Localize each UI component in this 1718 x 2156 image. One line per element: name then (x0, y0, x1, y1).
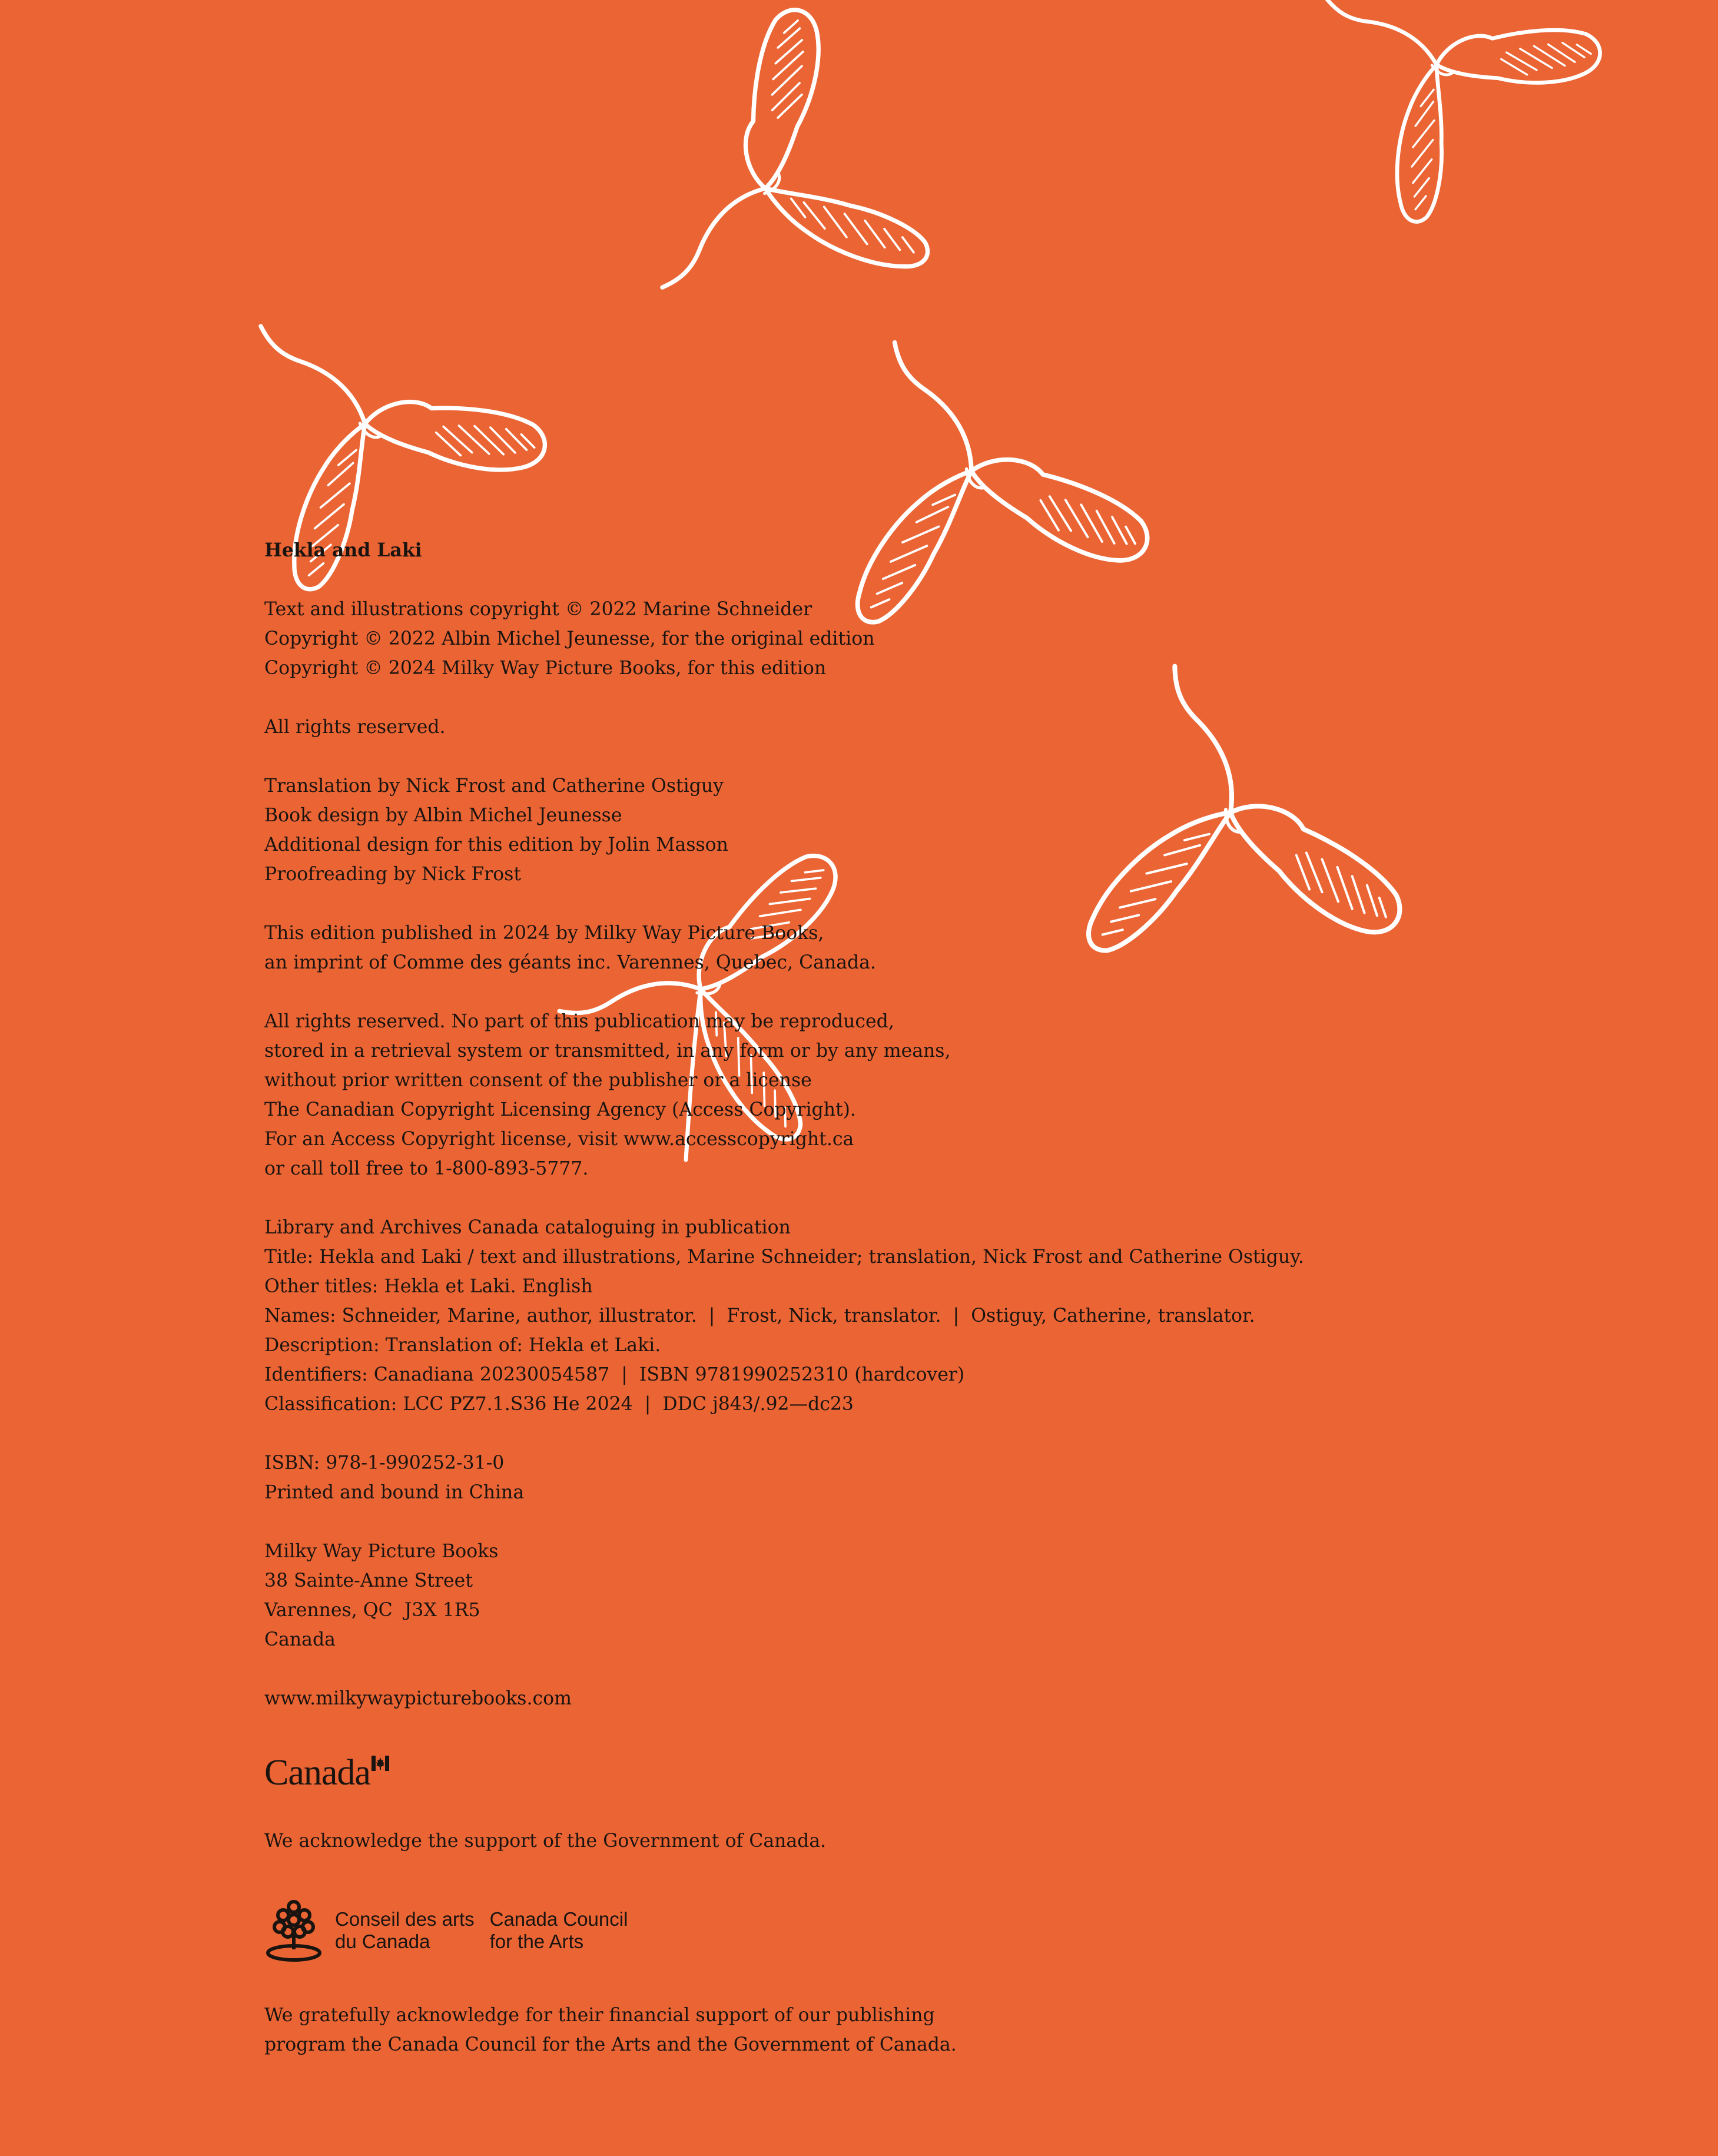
legal-line: For an Access Copyright license, visit www.accesscopyright.ca (264, 1129, 854, 1150)
canada-council-logo (264, 1899, 643, 1962)
copyright-line: Text and illustrations copyright © 2022 Marine Schneider (264, 599, 812, 620)
legal-line: without prior written consent of the publisher or a license (264, 1070, 812, 1091)
cataloguing-line: Description: Translation of: Hekla et Laki. (264, 1335, 661, 1356)
legal-line: stored in a retrieval system or transmitted, in any form or by any means, (264, 1040, 951, 1062)
council-name-french (335, 1908, 475, 1953)
council-french-line: Conseil des arts (335, 1908, 475, 1930)
funding-ack-line: program the Canada Council for the Arts and the Government of Canada. (264, 2034, 957, 2055)
credit-line: Book design by Albin Michel Jeunesse (264, 805, 622, 826)
council-name-english (490, 1908, 628, 1953)
cataloguing-line: Other titles: Hekla et Laki. English (264, 1276, 593, 1297)
canada-council-tree-icon (264, 1899, 323, 1962)
publication-line: an imprint of Comme des géants inc. Varennes, Quebec, Canada. (264, 952, 876, 973)
credit-line: Proofreading by Nick Frost (264, 864, 522, 885)
funding-ack-line: We gratefully acknowledge for their financial support of our publishing (264, 2005, 935, 2026)
address-line: Canada (264, 1629, 336, 1650)
samara-3 (1325, 0, 1634, 225)
copyright-text-block (264, 536, 1618, 1713)
publication-line: This edition published in 2024 by Milky Way Picture Books, (264, 923, 824, 944)
rights-reserved: All rights reserved. (264, 717, 446, 738)
book-title: Hekla and Laki (264, 539, 422, 561)
legal-line: All rights reserved. No part of this publication may be reproduced, (264, 1011, 894, 1032)
canada-wordmark-logo (264, 1753, 389, 1793)
address-line: Milky Way Picture Books (264, 1541, 499, 1562)
cataloguing-line: Names: Schneider, Marine, author, illustrator. | Frost, Nick, translator. | Ostiguy, Catherine, translator. (264, 1305, 1255, 1326)
cataloguing-line: Classification: LCC PZ7.1.S36 He 2024 | DDC j843/.92—dc23 (264, 1394, 854, 1415)
government-acknowledgement: We acknowledge the support of the Government of Canada. (264, 1830, 827, 1852)
canada-flag-icon (372, 1756, 389, 1771)
cataloguing-line: Title: Hekla and Laki / text and illustrations, Marine Schneider; translation, Nick Frost and Catherine Ostiguy. (264, 1246, 1304, 1268)
copyright-line: Copyright © 2022 Albin Michel Jeunesse, for the original edition (264, 628, 875, 649)
council-french-line: du Canada (335, 1931, 430, 1952)
address-line: Varennes, QC J3X 1R5 (264, 1600, 480, 1621)
council-english-line: for the Arts (489, 1931, 584, 1952)
samara-2 (639, 0, 929, 288)
legal-line: The Canadian Copyright Licensing Agency (Access Copyright). (264, 1099, 856, 1120)
isbn: ISBN: 978-1-990252-31-0 (264, 1452, 505, 1474)
legal-line: or call toll free to 1-800-893-5777. (264, 1158, 589, 1179)
printed-in: Printed and bound in China (264, 1482, 525, 1503)
credit-line: Translation by Nick Frost and Catherine Ostiguy (264, 775, 724, 797)
cataloguing-line: Identifiers: Canadiana 20230054587 | ISBN 9781990252310 (hardcover) (264, 1364, 965, 1385)
address-line: 38 Sainte-Anne Street (264, 1570, 473, 1591)
funding-acknowledgement (264, 2001, 957, 2059)
canada-wordmark-text: Canada (264, 1753, 370, 1793)
copyright-line: Copyright © 2024 Milky Way Picture Books, for this edition (264, 658, 827, 679)
website-link[interactable]: www.milkywaypicturebooks.com (264, 1688, 572, 1709)
council-english-line: Canada Council (489, 1908, 628, 1930)
cataloguing-line: Library and Archives Canada cataloguing in publication (264, 1217, 791, 1238)
credit-line: Additional design for this edition by Jolin Masson (264, 834, 728, 855)
